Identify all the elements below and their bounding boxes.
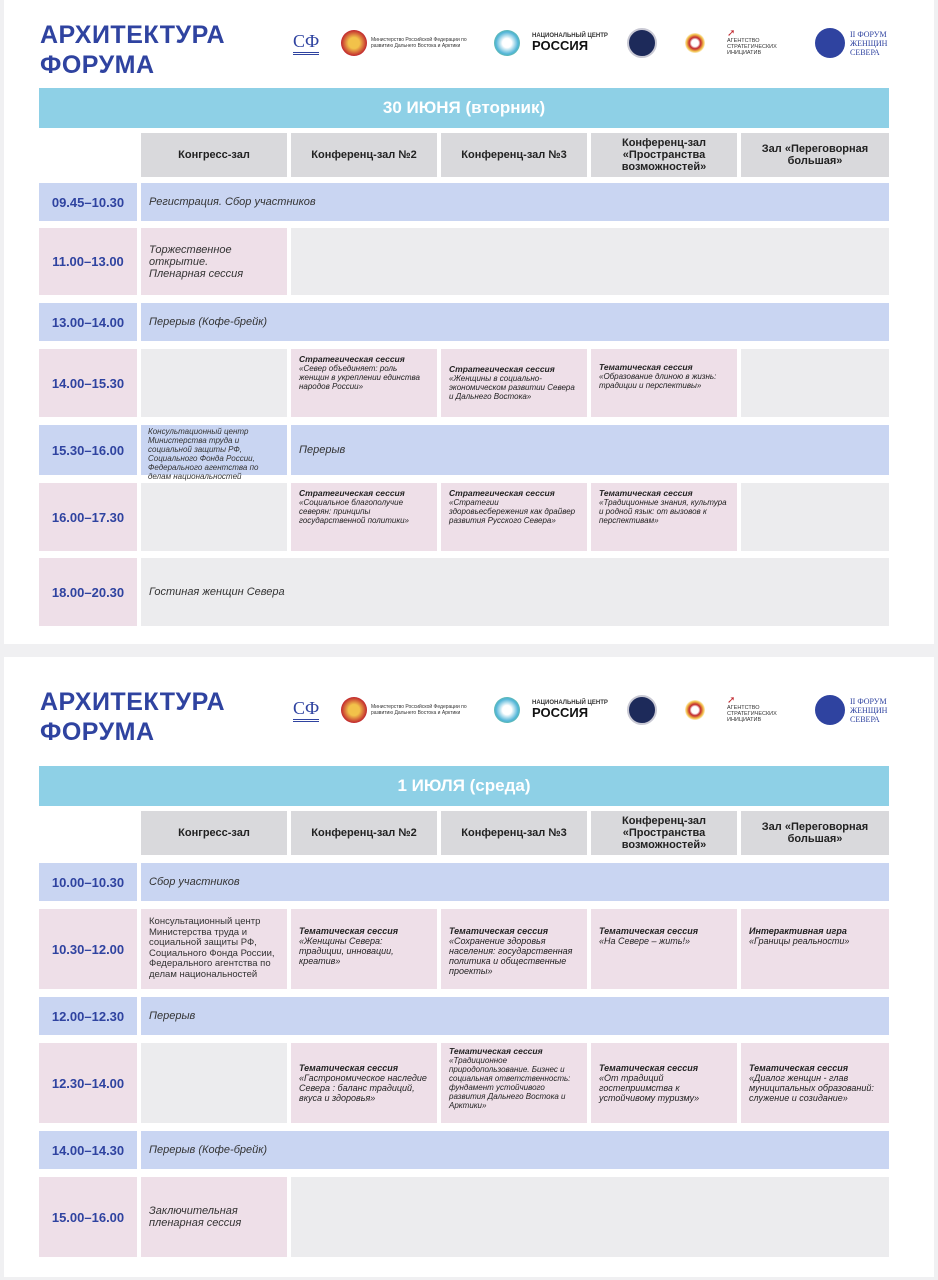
globe-icon (494, 697, 520, 723)
seal-icon (627, 28, 657, 58)
event-cell: Гостиная женщин Севера (141, 558, 889, 626)
seal-icon (685, 33, 705, 53)
empty-cell (741, 483, 889, 551)
hall-header: Конференц-зал «Пространства возможностей» (591, 133, 737, 177)
schedule-grid-day2 (4, 811, 934, 1271)
time-slot: 12.00–12.30 (39, 997, 137, 1035)
empty-cell (141, 1043, 287, 1123)
session-cell: Тематическая сессия «Женщины Севера: традиции, инновации, креатив» (291, 909, 437, 989)
schedule-page-day2 (4, 657, 934, 1277)
consultation-center-cell: Консультационный центр Министерства труда и социальной защиты РФ, Социального Фонда России, Федерального агентства по делам национальностей (141, 909, 287, 989)
sf-logo: СФ (293, 693, 319, 727)
forum-emblem-icon (815, 695, 845, 725)
session-cell: Тематическая сессия «Традиционные знания, культура и родной язык: от вызовов к перспективам» (591, 483, 737, 551)
event-cell: Торжественное открытие. Пленарная сессия (141, 228, 287, 295)
consultation-center-cell: Консультационный центр Министерства труда и социальной защиты РФ, Социального Фонда России, Федерального агентства по делам национальностей (141, 425, 287, 475)
schedule-grid-day1 (4, 133, 934, 633)
time-slot: 15.30–16.00 (39, 425, 137, 475)
forum-logo: II ФОРУМ ЖЕНЩИН СЕВЕРА (815, 693, 887, 727)
time-slot: 10.00–10.30 (39, 863, 137, 901)
forum-logo: II ФОРУМ ЖЕНЩИН СЕВЕРА (815, 26, 887, 60)
national-center-logo: НАЦИОНАЛЬНЫЙ ЦЕНТР РОССИЯ (532, 33, 608, 53)
time-slot: 13.00–14.00 (39, 303, 137, 341)
emblem-icon (341, 697, 367, 723)
day-header: 30 ИЮНЯ (вторник) (39, 88, 889, 128)
forum-emblem-icon (815, 28, 845, 58)
empty-cell (291, 228, 889, 295)
arrow-icon: ➚ (727, 28, 736, 39)
session-cell: Тематическая сессия «Образование длиною в жизнь: традиции и перспективы» (591, 349, 737, 417)
event-cell: Перерыв (Кофе-брейк) (141, 1131, 889, 1169)
session-cell: Тематическая сессия «Сохранение здоровья населения: государственная политика и общественные проекты» (441, 909, 587, 989)
seal-logo-dark (627, 693, 657, 727)
session-cell: Тематическая сессия «Гастрономическое наследие Севера : баланс традиций, вкуса и здоровья» (291, 1043, 437, 1123)
day-header: 1 ИЮЛЯ (среда) (39, 766, 889, 806)
session-cell: Тематическая сессия «Традиционное природопользование. Бизнес и социальная ответственность: фундамент устойчивого развития Дальнего Востока и Арктики» (441, 1043, 587, 1123)
page-title: АРХИТЕКТУРА ФОРУМА (40, 688, 226, 746)
globe-logo (494, 693, 520, 727)
seal-logo-dark (627, 26, 657, 60)
hall-header: Зал «Переговорная большая» (741, 811, 889, 855)
empty-cell (141, 483, 287, 551)
session-cell: Тематическая сессия «От традиций гостеприимства к устойчивому туризму» (591, 1043, 737, 1123)
ministry-logo: Министерство Российской Федерации по развитию Дальнего Востока и Арктики (341, 693, 483, 727)
time-slot: 12.30–14.00 (39, 1043, 137, 1123)
sf-logo: СФ (293, 26, 319, 60)
event-cell: Перерыв (291, 425, 889, 475)
schedule-page-day1 (4, 0, 934, 644)
seal-icon (627, 695, 657, 725)
hall-header: Конгресс-зал (141, 133, 287, 177)
seal-icon (685, 700, 705, 720)
event-cell: Перерыв (Кофе-брейк) (141, 303, 889, 341)
hall-header: Конференц-зал №3 (441, 133, 587, 177)
time-slot: 14.00–15.30 (39, 349, 137, 417)
partner-logos (289, 693, 889, 729)
time-slot: 11.00–13.00 (39, 228, 137, 295)
ministry-logo: Министерство Российской Федерации по развитию Дальнего Востока и Арктики (341, 26, 483, 60)
time-slot: 18.00–20.30 (39, 558, 137, 626)
globe-icon (494, 30, 520, 56)
hall-header: Конференц-зал №2 (291, 811, 437, 855)
empty-cell (291, 1177, 889, 1257)
session-cell: Тематическая сессия «На Севере – жить!» (591, 909, 737, 989)
arrow-icon: ➚ (727, 695, 736, 706)
session-cell: Стратегическая сессия «Социальное благополучие северян: принципы государственной политики» (291, 483, 437, 551)
hall-header: Конгресс-зал (141, 811, 287, 855)
event-cell: Регистрация. Сбор участников (141, 183, 889, 221)
empty-cell (741, 349, 889, 417)
partner-logos (289, 26, 889, 62)
asi-logo: ➚ АГЕНТСТВО СТРАТЕГИЧЕСКИХ ИНИЦИАТИВ (727, 695, 777, 723)
event-cell: Заключительная пленарная сессия (141, 1177, 287, 1257)
hall-header: Конференц-зал №2 (291, 133, 437, 177)
time-slot: 14.00–14.30 (39, 1131, 137, 1169)
session-cell: Стратегическая сессия «Женщины в социально-экономическом развитии Севера и Дальнего Востока» (441, 349, 587, 417)
seal-logo-red (685, 26, 705, 60)
event-cell: Сбор участников (141, 863, 889, 901)
empty-cell (141, 349, 287, 417)
time-slot: 16.00–17.30 (39, 483, 137, 551)
event-cell: Перерыв (141, 997, 889, 1035)
time-slot: 15.00–16.00 (39, 1177, 137, 1257)
asi-logo: ➚ АГЕНТСТВО СТРАТЕГИЧЕСКИХ ИНИЦИАТИВ (727, 28, 777, 56)
page-title: АРХИТЕКТУРА ФОРУМА (40, 21, 226, 79)
session-cell: Стратегическая сессия «Север объединяет: роль женщин в укреплении единства народов России» (291, 349, 437, 417)
globe-logo (494, 26, 520, 60)
time-slot: 10.30–12.00 (39, 909, 137, 989)
session-cell: Стратегическая сессия «Стратегии здоровьесбережения как драйвер развития Русского Севера» (441, 483, 587, 551)
hall-header: Конференц-зал №3 (441, 811, 587, 855)
emblem-icon (341, 30, 367, 56)
seal-logo-red (685, 693, 705, 727)
session-cell: Интерактивная игра «Границы реальности» (741, 909, 889, 989)
hall-header: Зал «Переговорная большая» (741, 133, 889, 177)
time-slot: 09.45–10.30 (39, 183, 137, 221)
session-cell: Тематическая сессия «Диалог женщин - глав муниципальных образований: служение и созидание» (741, 1043, 889, 1123)
national-center-logo: НАЦИОНАЛЬНЫЙ ЦЕНТР РОССИЯ (532, 700, 608, 720)
hall-header: Конференц-зал «Пространства возможностей» (591, 811, 737, 855)
